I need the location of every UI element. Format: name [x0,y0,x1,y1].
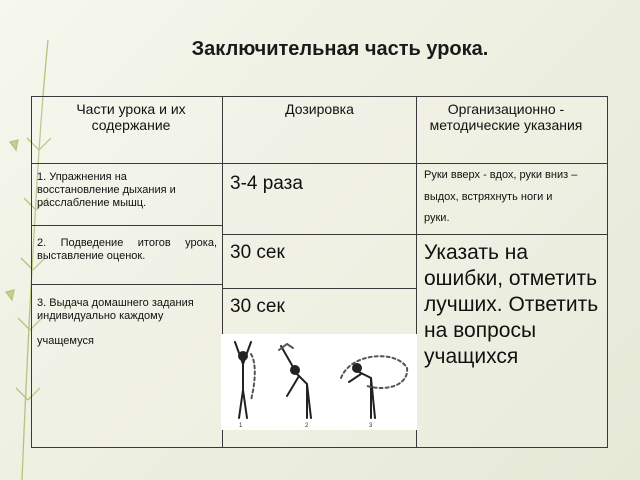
figure-label-2: 2 [305,423,309,429]
row2-part: 2. Подведение итогов урока, выставление оценок. [37,237,217,262]
figure-label-3: 3 [369,423,373,429]
page-title: Заключительная часть урока. [191,38,489,60]
header-parts: Части урока и их содержание [76,101,186,133]
row-divider [222,234,607,235]
row-divider [32,225,222,226]
row1-dose: 3-4 раза [230,173,303,194]
row3-part [37,297,217,348]
row1-part: 1. Упражнения на восстановление дыхания и расслабление мышц. [37,171,176,209]
row1-notes-line3: руки. [424,212,450,224]
row1-notes [424,169,604,225]
row1-notes-line2: выдох, встряхнуть ноги и [424,191,553,203]
row3-part-line1: 3. Выдача домашнего задания индивидуально каждому [37,297,194,322]
exercise-figures-icon [221,334,417,430]
row-divider [32,284,222,285]
row2-dose: 30 сек [230,242,285,263]
figure-label-1: 1 [239,423,243,429]
row2-notes: Указать на ошибки, отметить лучших. Ответить на вопросы учащихся [424,241,599,368]
header-dosage: Дозировка [285,101,354,117]
exercise-illustration [221,334,417,430]
row3-dose: 30 сек [230,296,285,317]
row-divider [222,288,416,289]
row3-part-line2: учащемуся [37,335,94,347]
row-divider [32,163,607,164]
row1-notes-line1: Руки вверх - вдох, руки вниз – [424,169,578,181]
header-instructions: Организационно - методические указания [429,101,583,133]
